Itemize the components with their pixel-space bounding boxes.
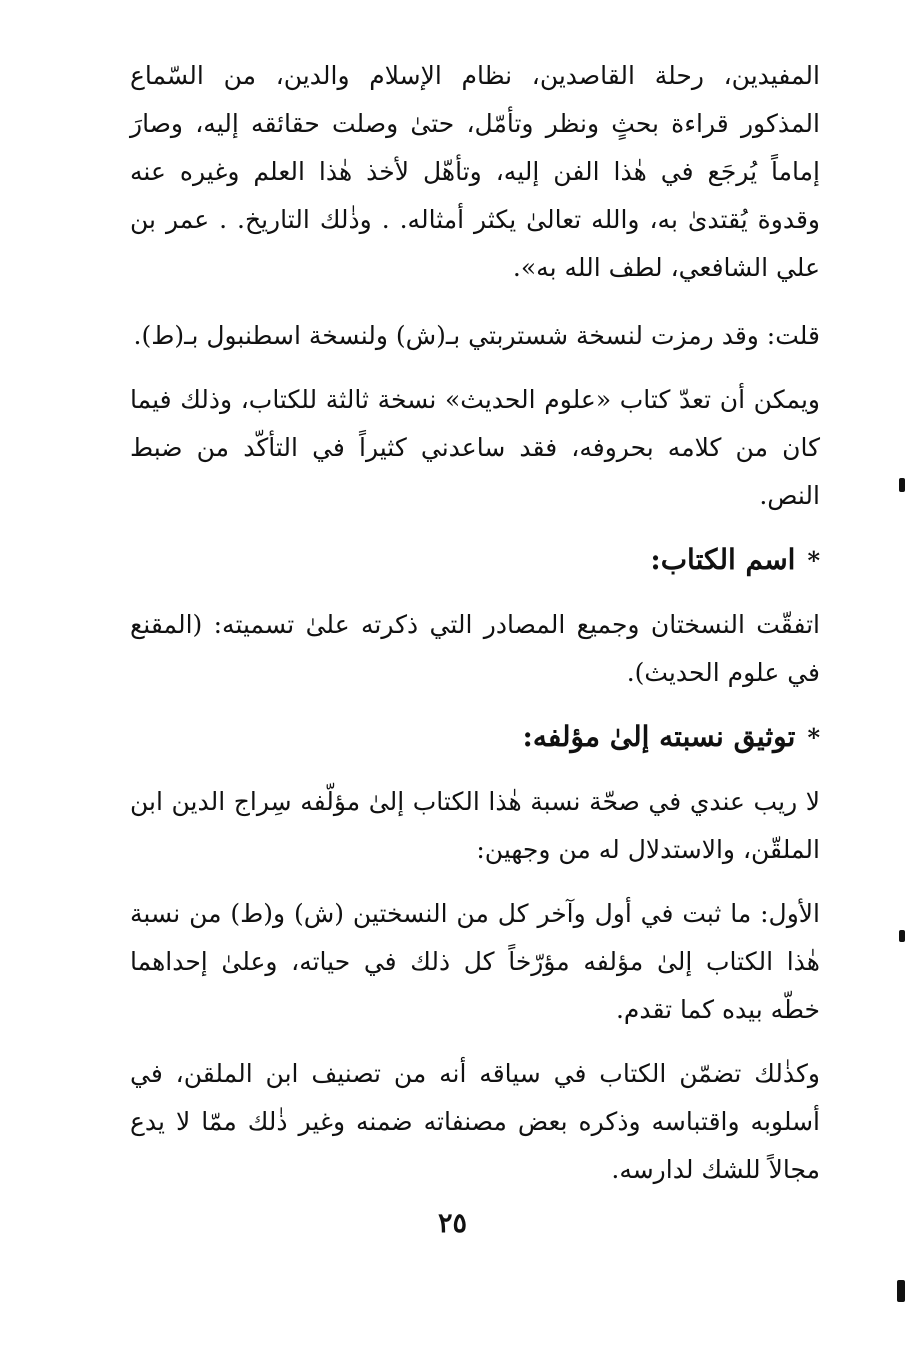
scan-edge-mark [899, 930, 905, 942]
asterisk-icon: * [807, 546, 820, 575]
paragraph-manuscript-symbols: قلت: وقد رمزت لنسخة شستربتي بـ(ش) ولنسخة اسطنبول بـ(ط). [133, 321, 820, 350]
scan-edge-mark [897, 1280, 905, 1302]
section-heading-book-title [130, 536, 820, 585]
asterisk-icon: * [807, 723, 820, 752]
paragraph-colophon: المفيدين، رحلة القاصدين، نظام الإسلام والدين، من السّماع المذكور قراءة بحثٍ ونظر وتأمّل، حتىٰ وصلت حقائقه إليه، وصارَ إماماً يُرجَع في هٰذا الفن إليه، وتأهّل لأخذ هٰذا العلم وغيره عنه وقدوة يُقتدىٰ به، والله تعالىٰ يكثر أمثاله. . وذٰلك التاريخ. . عمر بن علي الشافعي، لطف الله به». [130, 61, 820, 282]
paragraph-attribution-intro: لا ريب عندي في صحّة نسبة هٰذا الكتاب إلىٰ مؤلّفه سِراج الدين ابن الملقّن، والاستدلال له من وجهين: [130, 787, 820, 864]
paragraph-first-evidence: الأول: ما ثبت في أول وآخر كل من النسختين (ش) و(ط) من نسبة هٰذا الكتاب إلىٰ مؤلفه مؤرّخاً كل ذلك في حياته، وعلىٰ إحداهما خطّه بيده كما تقدم. [130, 899, 820, 1024]
page-number: ٢٥ [437, 1208, 467, 1239]
paragraph-book-title: اتفقّت النسختان وجميع المصادر التي ذكرته علىٰ تسميته: (المقنع في علوم الحديث). [130, 610, 820, 687]
paragraph-second-evidence: وكذٰلك تضمّن الكتاب في سياقه أنه من تصنيف ابن الملقن، في أسلوبه واقتباسه وذكره بعض مصنفاته ضمنه وغير ذٰلك ممّا لا يدع مجالاً للشك لدارسه. [130, 1059, 820, 1184]
paragraph-third-copy: ويمكن أن تعدّ كتاب «علوم الحديث» نسخة ثالثة للكتاب، وذلك فيما كان من كلامه بحروفه، فقد ساعدني كثيراً في التأكّد من ضبط النص. [130, 385, 820, 510]
section-heading-book-title-text: اسم الكتاب: [650, 543, 796, 576]
page-body [130, 52, 820, 1210]
section-heading-attribution-text: توثيق نسبته إلىٰ مؤلفه: [522, 720, 796, 753]
section-heading-attribution [130, 713, 820, 762]
scan-edge-mark [899, 478, 905, 492]
